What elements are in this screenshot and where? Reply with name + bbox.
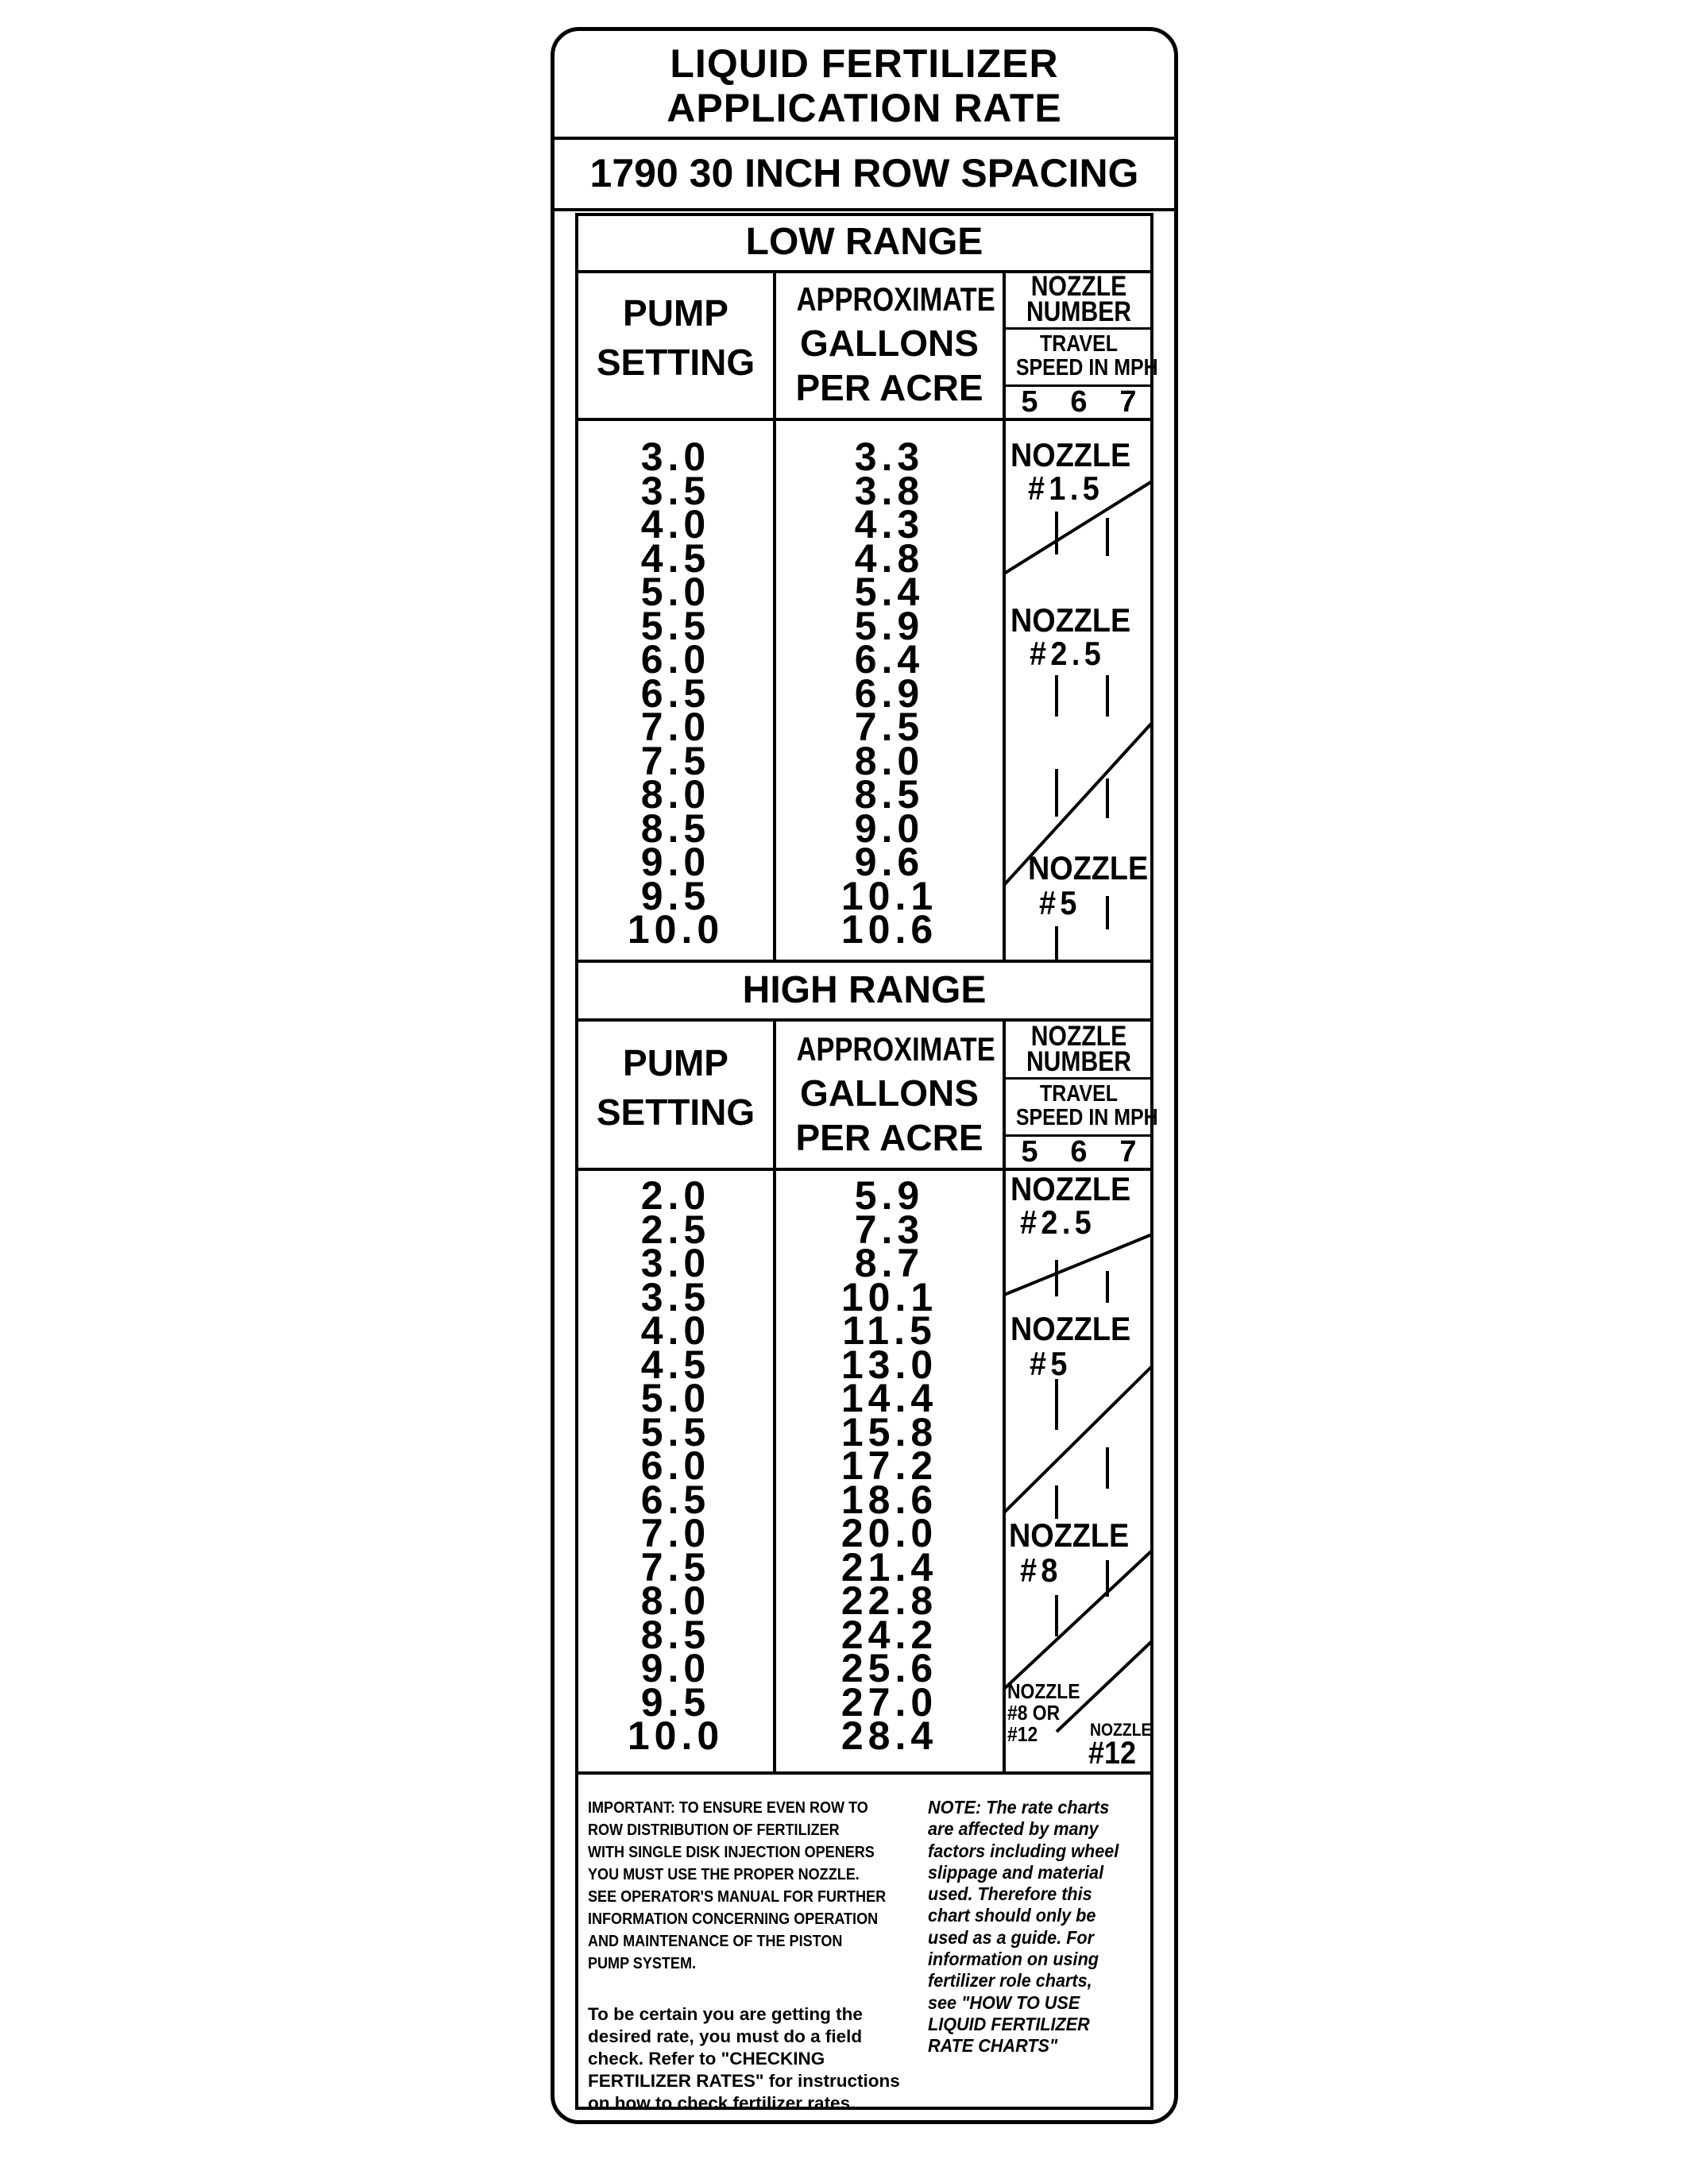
gallons-value: 9.6 (854, 840, 925, 884)
high-pump-header-2: SETTING (596, 1091, 755, 1133)
pump-setting-value: 9.0 (640, 840, 711, 884)
low-nozzle-header-2: NUMBER (1026, 296, 1132, 327)
note-line: FERTILIZER RATES" for instructions (588, 2071, 900, 2091)
high-travel-header-1: TRAVEL (1040, 1081, 1118, 1107)
pump-setting-value: 8.5 (640, 1612, 711, 1657)
subtitle: 1790 30 INCH ROW SPACING (589, 151, 1139, 195)
pump-setting-value: 2.5 (640, 1207, 711, 1252)
pump-setting-value: 5.5 (640, 603, 711, 648)
note-line: IMPORTANT: TO ENSURE EVEN ROW TO (588, 1798, 868, 1817)
gallons-value: 20.0 (840, 1511, 938, 1555)
note-line: INFORMATION CONCERNING OPERATION (588, 1910, 879, 1928)
pump-setting-value: 4.5 (640, 535, 711, 581)
low-nozzle-2-number: #2.5 (1030, 635, 1106, 672)
pump-setting-value: 6.5 (640, 670, 711, 716)
high-speed-5: 5 (1021, 1135, 1038, 1169)
high-nozzle-4-number: #8 OR (1007, 1701, 1061, 1725)
low-gal-header-3: PER ACRE (795, 367, 983, 408)
gallons-value: 4.8 (854, 535, 925, 581)
low-pump-header-1: PUMP (623, 292, 728, 334)
gallons-value: 10.1 (840, 873, 938, 918)
pump-setting-value: 3.5 (640, 1274, 711, 1319)
pump-setting-value: 9.0 (640, 1646, 711, 1690)
low-nozzle-1-label: NOZZLE (1011, 436, 1131, 473)
pump-setting-value: 5.0 (640, 1376, 711, 1420)
pump-setting-value: 7.0 (640, 1511, 711, 1555)
gallons-value: 18.6 (840, 1477, 938, 1522)
pump-setting-value: 3.0 (640, 435, 711, 479)
pump-setting-value: 4.0 (640, 502, 711, 547)
gallons-value: 8.7 (854, 1241, 925, 1285)
note-line: desired rate, you must do a field (588, 2026, 863, 2046)
rate-chart-note (928, 1797, 1119, 2057)
note-line: RATE CHARTS" (928, 2035, 1058, 2057)
pump-setting-value: 4.0 (640, 1308, 711, 1353)
low-speed-5: 5 (1021, 385, 1038, 419)
gallons-value: 13.0 (840, 1342, 938, 1387)
note-line: used. Therefore this (928, 1883, 1092, 1905)
gallons-value: 7.3 (854, 1207, 925, 1252)
gallons-value: 28.4 (840, 1713, 938, 1758)
high-nozzle-1-label: NOZZLE (1011, 1170, 1131, 1207)
gallons-value: 27.0 (840, 1679, 938, 1725)
note-line: slippage and material (928, 1861, 1104, 1883)
gallons-value: 10.1 (840, 1274, 938, 1319)
high-nozzle-header-1: NOZZLE (1030, 1021, 1127, 1052)
low-range-label: LOW RANGE (745, 221, 983, 263)
pump-setting-value: 8.0 (640, 1578, 711, 1623)
gallons-value: 8.5 (854, 772, 925, 817)
high-speed-6: 6 (1070, 1135, 1088, 1169)
high-range-label: HIGH RANGE (742, 969, 987, 1011)
pump-setting-value: 3.5 (640, 468, 711, 513)
pump-setting-value: 6.0 (640, 637, 711, 682)
high-gal-header-3: PER ACRE (795, 1117, 983, 1158)
low-nozzle-3-number: #5 (1039, 884, 1081, 921)
note-line: used as a guide. For (928, 1926, 1095, 1948)
high-speed-7: 7 (1119, 1135, 1137, 1169)
gallons-value: 11.5 (842, 1308, 937, 1353)
pump-setting-value: 6.0 (640, 1443, 711, 1488)
pump-setting-value: 6.5 (640, 1477, 711, 1522)
pump-setting-value: 7.0 (640, 705, 711, 749)
note-line: are affected by many (928, 1818, 1099, 1840)
gallons-value: 25.6 (840, 1646, 938, 1690)
note-line: chart should only be (928, 1905, 1096, 1926)
note-line: LIQUID FERTILIZER (928, 2013, 1090, 2034)
gallons-value: 15.8 (840, 1409, 938, 1454)
gallons-value: 24.2 (840, 1612, 938, 1657)
high-gal-header-2: GALLONS (800, 1072, 979, 1114)
low-nozzle-1-number: #1.5 (1028, 469, 1104, 507)
high-nozzle-4-label: NOZZLE (1007, 1679, 1080, 1703)
high-travel-header-2: SPEED IN MPH (1015, 1105, 1158, 1130)
gallons-value: 9.0 (854, 805, 925, 851)
high-nozzle-3-number: #8 (1020, 1551, 1062, 1589)
gallons-value: 3.3 (854, 435, 925, 479)
low-nozzle-3-label: NOZZLE (1028, 849, 1149, 887)
low-nozzle-header-1: NOZZLE (1030, 271, 1127, 302)
gallons-value: 3.8 (854, 468, 925, 513)
note-line: NOTE: The rate charts (928, 1797, 1110, 1818)
pump-setting-value: 7.5 (640, 1544, 711, 1590)
note-line: on how to check fertilizer rates. (588, 2093, 856, 2113)
pump-setting-value: 10.0 (627, 1713, 725, 1758)
low-travel-header-1: TRAVEL (1040, 331, 1118, 357)
pump-setting-value: 7.5 (640, 738, 711, 783)
note-line: YOU MUST USE THE PROPER NOZZLE. (588, 1865, 860, 1883)
title-line-2: APPLICATION RATE (667, 86, 1062, 130)
low-speed-7: 7 (1119, 385, 1137, 419)
pump-setting-value: 5.0 (640, 570, 711, 614)
high-nozzle-5-number: #12 (1088, 1736, 1137, 1771)
gallons-value: 14.4 (840, 1376, 938, 1420)
pump-setting-value: 8.0 (640, 772, 711, 817)
important-note (588, 1797, 886, 1975)
pump-setting-value: 9.5 (640, 1679, 711, 1725)
gallons-value: 5.9 (854, 603, 925, 648)
gallons-value: 10.6 (840, 907, 938, 952)
gallons-value: 6.4 (854, 637, 925, 682)
pump-setting-value: 3.0 (640, 1241, 711, 1285)
low-nozzle-2-label: NOZZLE (1011, 601, 1131, 639)
gallons-value: 8.0 (854, 738, 925, 783)
note-line: see "HOW TO USE (928, 1991, 1080, 2013)
note-line: ROW DISTRIBUTION OF FERTILIZER (588, 1821, 840, 1839)
note-line: SEE OPERATOR'S MANUAL FOR FURTHER (588, 1887, 887, 1906)
gallons-value: 6.9 (854, 670, 925, 716)
pump-setting-value: 8.5 (640, 805, 711, 851)
gallons-value: 4.3 (854, 502, 925, 547)
note-line: information on using (928, 1949, 1099, 1970)
high-pump-header-1: PUMP (623, 1042, 728, 1084)
field-check-note (588, 2003, 900, 2115)
low-travel-header-2: SPEED IN MPH (1015, 355, 1158, 381)
gallons-value: 21.4 (840, 1544, 938, 1590)
note-line: AND MAINTENANCE OF THE PISTON (588, 1932, 843, 1950)
gallons-value: 5.4 (854, 570, 925, 614)
low-gal-header-1: APPROXIMATE (796, 280, 995, 318)
pump-setting-value: 10.0 (627, 907, 725, 952)
gallons-value: 22.8 (840, 1578, 938, 1623)
note-line: PUMP SYSTEM. (588, 1954, 697, 1972)
high-nozzle-5-label: NOZZLE (1090, 1720, 1152, 1740)
note-line: fertilizer role charts, (928, 1970, 1092, 1991)
note-line: To be certain you are getting the (588, 2004, 863, 2024)
high-nozzle-1-number: #2.5 (1020, 1203, 1096, 1241)
high-nozzle-4-extra: #12 (1007, 1722, 1038, 1746)
high-nozzle-2-label: NOZZLE (1011, 1310, 1131, 1347)
gallons-value: 7.5 (854, 705, 925, 749)
high-nozzle-header-2: NUMBER (1026, 1046, 1132, 1077)
gallons-value: 5.9 (854, 1173, 925, 1218)
pump-setting-value: 5.5 (640, 1409, 711, 1454)
pump-setting-value: 9.5 (640, 873, 711, 918)
low-pump-header-2: SETTING (596, 342, 755, 383)
pump-setting-value: 4.5 (640, 1342, 711, 1387)
pump-setting-value: 2.0 (640, 1173, 711, 1218)
low-speed-6: 6 (1070, 385, 1088, 419)
note-line: check. Refer to "CHECKING (588, 2049, 825, 2069)
high-nozzle-3-label: NOZZLE (1009, 1516, 1130, 1554)
title-line-1: LIQUID FERTILIZER (670, 41, 1059, 86)
high-gal-header-1: APPROXIMATE (796, 1030, 995, 1068)
note-line: WITH SINGLE DISK INJECTION OPENERS (588, 1843, 875, 1861)
gallons-value: 17.2 (840, 1443, 938, 1488)
high-nozzle-2-number: #5 (1030, 1345, 1072, 1382)
low-gal-header-2: GALLONS (800, 323, 979, 364)
note-line: factors including wheel (928, 1840, 1119, 1861)
